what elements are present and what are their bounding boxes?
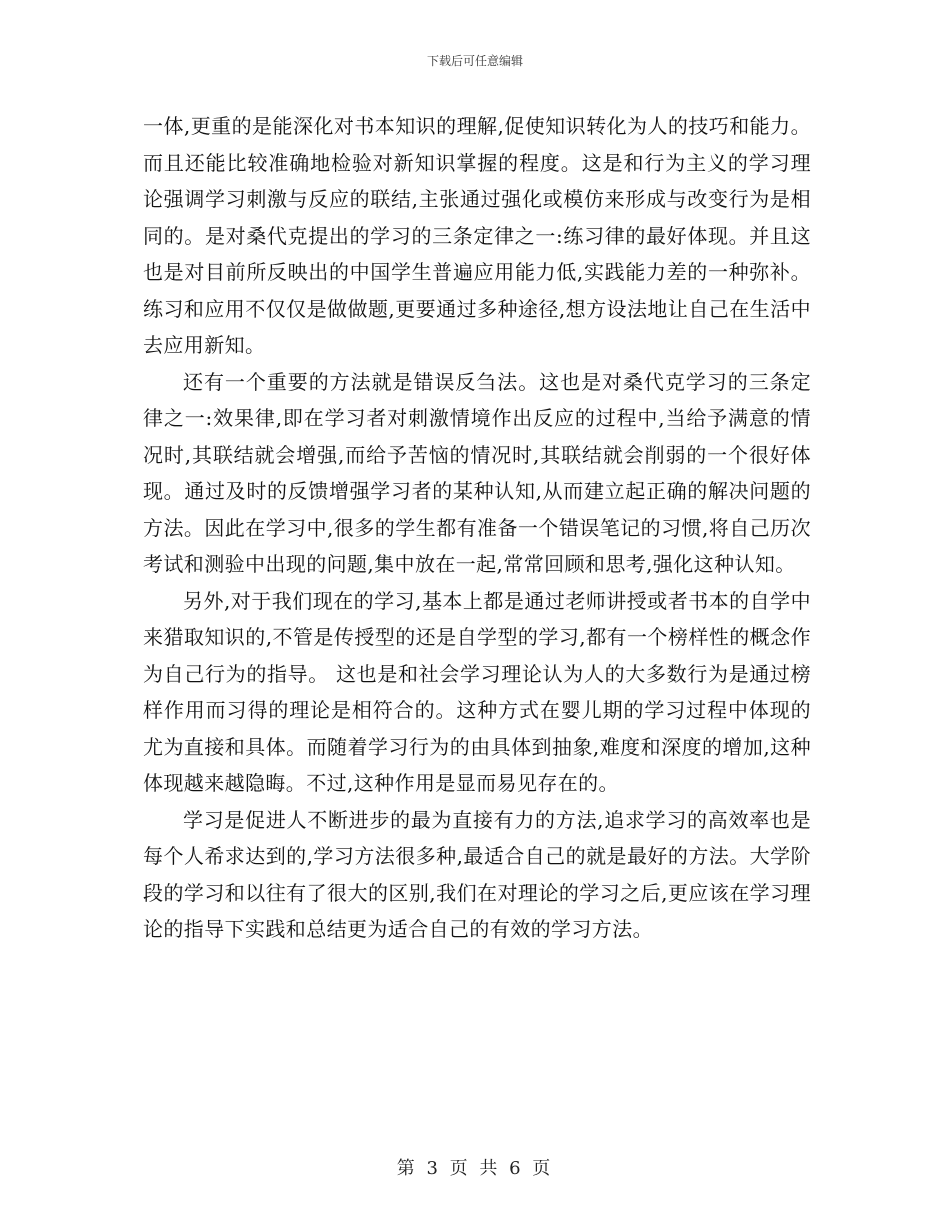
document-body (143, 108, 811, 948)
paragraph-1: 一体,更重的是能深化对书本知识的理解,促使知识转化为人的技巧和能力。而且还能比较准确地检验对新知识掌握的程度。这是和行为主义的学习理论强调学习刺激与反应的联结,主张通过强化或模仿来形成与改变行为是相同的。是对桑代克提出的学习的三条定律之一:练习律的最好体现。并且这也是对目前所反映出的中国学生普遍应用能力低,实践能力差的一种弥补。练习和应用不仅仅是做做题,更要通过多种途径,想方设法地让自己在生活中去应用新知。 (143, 114, 811, 357)
paragraph-2: 还有一个重要的方法就是错误反刍法。这也是对桑代克学习的三条定律之一:效果律,即在学习者对刺激情境作出反应的过程中,当给予满意的情况时,其联结就会增强,而给予苦恼的情况时,其联结就会削弱的一个很好体现。通过及时的反馈增强学习者的某种认知,从而建立起正确的解决问题的方法。因此在学习中,很多的学生都有准备一个错误笔记的习惯,将自己历次考试和测验中出现的问题,集中放在一起,常常回顾和思考,强化这种认知。 (143, 369, 811, 576)
paragraph-4: 学习是促进人不断进步的最为直接有力的方法,追求学习的高效率也是每个人希求达到的,学习方法很多种,最适合自己的就是最好的方法。大学阶段的学习和以往有了很大的区别,我们在对理论的学习之后,更应该在学习理论的指导下实践和总结更为适合自己的有效的学习方法。 (143, 807, 811, 941)
page-number-footer: 第 3 页 共 6 页 (396, 1158, 554, 1179)
page-header: 下载后可任意编辑 (426, 54, 523, 68)
paragraph-3: 另外,对于我们现在的学习,基本上都是通过老师讲授或者书本的自学中来猎取知识的,不管是传授型的还是自学型的学习,都有一个榜样性的概念作为自己行为的指导。 这也是和社会学习理论认为人的大多数行为是通过榜样作用而习得的理论是相符合的。这种方式在婴儿期的学习过程中体现的尤为直接和具体。而随着学习行为的由具体到抽象,难度和深度的增加,这种体现越来越隐晦。不过,这种作用是显而易见存在的。 (143, 588, 811, 795)
